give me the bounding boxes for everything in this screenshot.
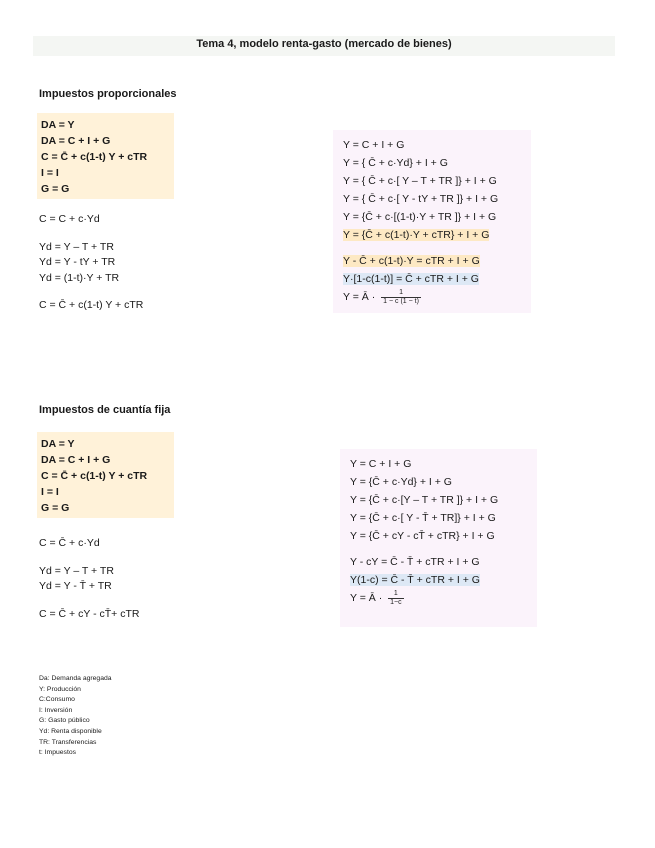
system-line: G = G [41,502,70,514]
system-line: I = I [41,486,59,498]
glossary-item: C:Consumo [39,696,75,704]
derivation-line: Y - C̄ + c(1-t)·Y = cTR + I + G [343,255,480,267]
glossary-item: Y: Producción [39,685,81,693]
derivation-line-multiplier: Y = Ā · $\frac{1}{1 - c (1 - t)}$ [343,288,419,305]
glossary-item: TR: Transferencias [39,738,97,746]
multiplier-fraction: $\frac{1}{1 - c (1 - t)}$ [383,288,419,305]
system-line: DA = C + I + G [41,135,111,147]
consumption-block [39,212,143,314]
derivation-line: Y = {C̄ + cY - cT̄ + cTR} + I + G [350,530,495,542]
system-line: C = C̄ + c(1-t) Y + cTR [41,470,148,482]
derivation-spacer [350,545,527,553]
system-line: DA = Y [41,119,75,131]
consumption-equation: C = C̄ + c·Yd [39,537,100,549]
glossary-item: I: Inversión [39,706,73,714]
system-line: DA = C + I + G [41,454,111,466]
yd-equation: Yd = Y - T̄ + TR [39,580,112,592]
derivation-line: Y(1-c) = C̄ - T̄ + cTR + I + G [350,574,480,586]
page-title: Tema 4, modelo renta-gasto (mercado de bienes) [196,38,452,50]
derivation-line: Y·[1-c(1-t)] = C̄ + cTR + I + G [343,273,479,285]
consumption-equation: C = C + c·Yd [39,213,100,225]
derivation-line: Y = { C̄ + c·Yd} + I + G [343,157,448,169]
glossary-item: t: Impuestos [39,749,77,757]
glossary [39,674,112,759]
derivation-line: Y = {C̄ + c(1-t)·Y + cTR} + I + G [343,229,490,241]
section-heading-proportional: Impuestos proporcionales [39,88,177,100]
yd-equation: Yd = (1-t)·Y + TR [39,271,120,284]
consumption-final-equation: C = C̄ + cY - cT̄+ cTR [39,607,140,620]
derivation-line: Y = C + I + G [343,139,405,151]
equation-system-box [37,432,174,518]
yd-equation: Yd = Y - tY + TR [39,256,116,268]
derivation-line: Y = C + I + G [350,458,412,470]
consumption-block [39,536,139,622]
glossary-item: Yd: Renta disponible [39,727,102,735]
system-line: DA = Y [41,438,75,450]
system-line: I = I [41,167,59,179]
derivation-line: Y = {C̄ + c·[(1-t)·Y + TR ]} + I + G [343,211,497,223]
derivation-line: Y - cY = C̄ - T̄ + cTR + I + G [350,556,480,568]
derivation-line: Y = {C̄ + c·[ Y - T̄ + TR]} + I + G [350,512,496,524]
yd-equation: Yd = Y – T + TR [39,564,114,577]
derivation-box [340,449,537,627]
multiplier-fraction: $\frac{1}{1-c}$ [390,589,402,606]
derivation-line: Y = { C̄ + c·[ Y - tY + TR ]} + I + G [343,193,499,205]
yd-equation: Yd = Y – T + TR [39,240,114,253]
derivation-line: Y = {C̄ + c·[Y – T + TR ]} + I + G [350,494,499,506]
derivation-box [333,130,531,313]
glossary-item: G: Gasto público [39,717,90,725]
system-line: C = C̄ + c(1-t) Y + cTR [41,151,148,163]
system-line: G = G [41,183,70,195]
equation-system-box [37,113,174,199]
derivation-line: Y = { C̄ + c·[ Y – T + TR ]} + I + G [343,175,497,187]
section-heading-fixed: Impuestos de cuantía fija [39,404,171,416]
derivation-spacer [343,244,521,252]
glossary-item: Da: Demanda agregada [39,675,112,682]
derivation-line: Y = {C̄ + c·Yd} + I + G [350,476,452,488]
consumption-final-equation: C = C̄ + c(1-t) Y + cTR [39,299,144,311]
derivation-line-multiplier: Y = Ā · $\frac{1}{1-c}$ [350,589,402,606]
